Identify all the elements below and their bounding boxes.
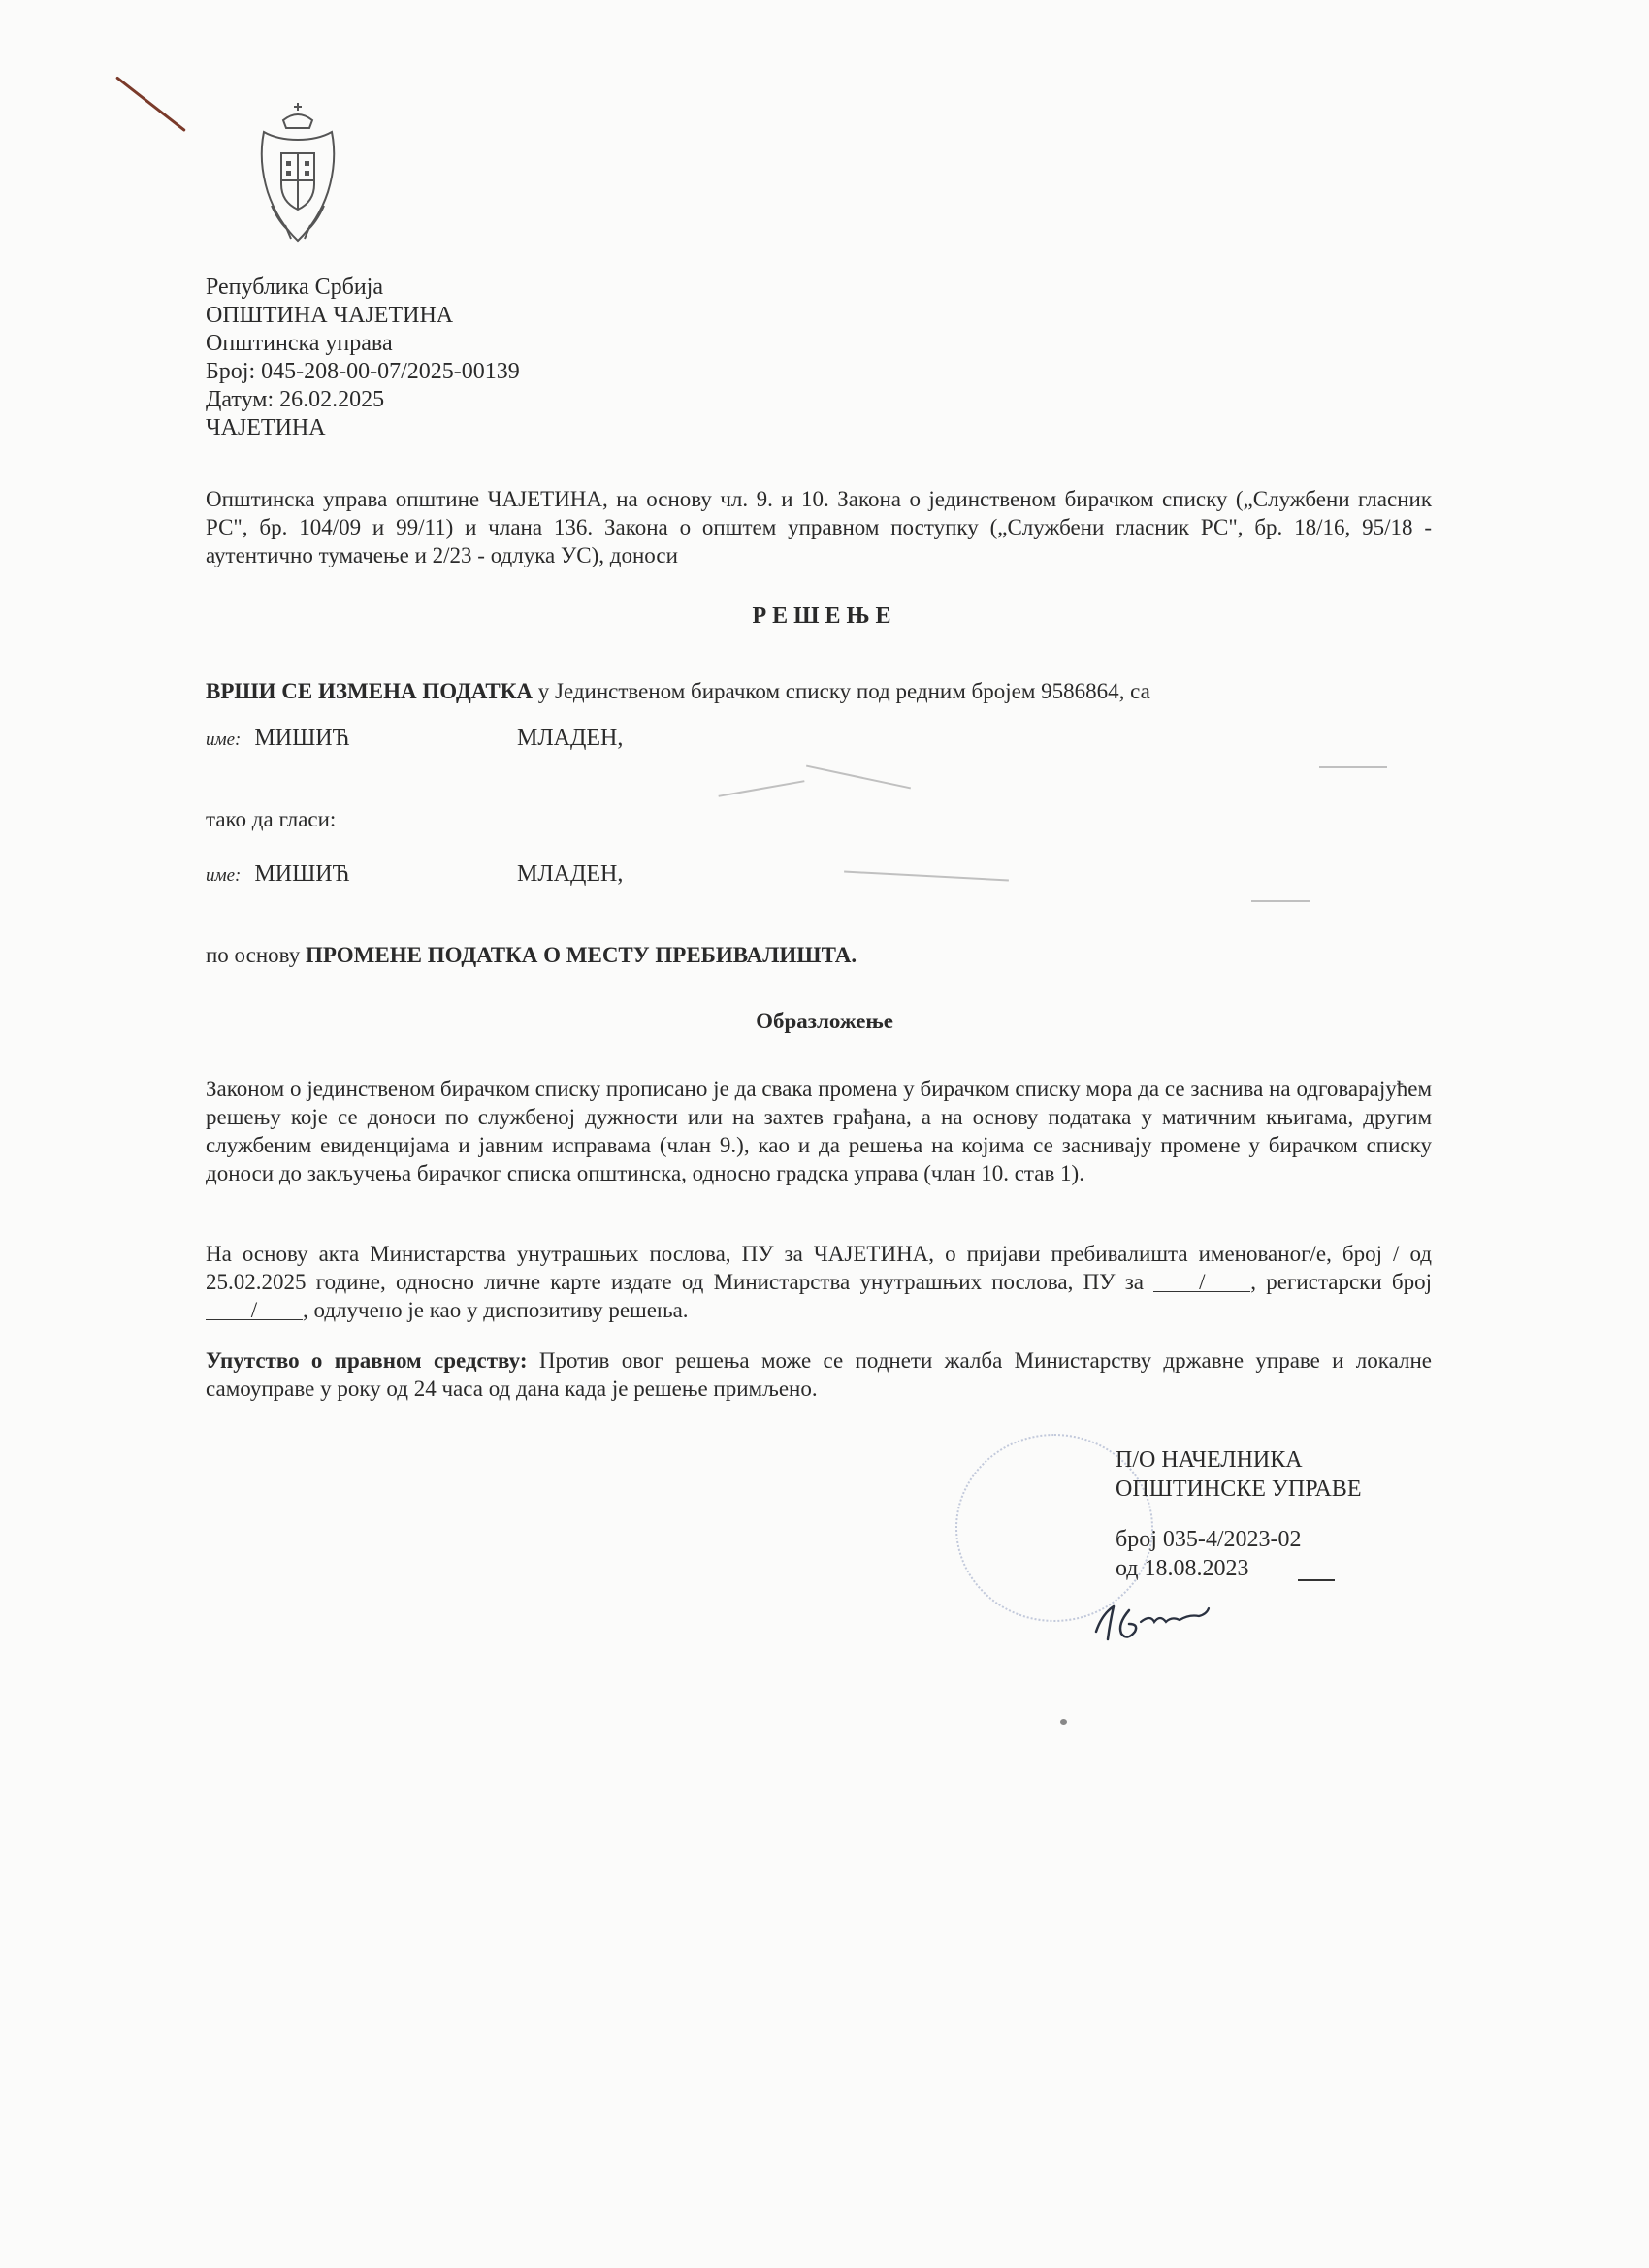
document-number: Број: 045-208-00-07/2025-00139 [206,359,520,384]
handwritten-signature [1084,1593,1278,1651]
police-station-blank: / [1153,1274,1250,1292]
redacted-area-before [645,723,1411,781]
legal-remedy-text: Против овог решења може се поднети жалба Министарству државне управе и локалне самоуправе у року од 24 часа од дана када је решење примљено. [206,1348,1432,1401]
decision-title: РЕШЕЊЕ [752,603,897,629]
record-after-name: МЛАДЕН, [517,861,624,887]
document-header [206,274,520,442]
intro-paragraph: Општинска управа општине ЧАЈЕТИНА, на основу чл. 9. и 10. Закона о јединственом бирачком списку („Службени гласник РС", бр. 104/09 и 99/11) и члана 136. Закона о општем управном поступку („Службени гласник РС", бр. 18/16, 95/18 - аутентично тумачење и 2/23 - одлука УС), доноси [206,487,1432,567]
authorization-number: број 035-4/2023-02 [1116,1527,1302,1552]
legal-remedy-paragraph [206,1346,1432,1403]
change-statement-rest: у Јединственом бирачком списку под редним бројем 9586864, са [533,679,1150,703]
record-before-name: МЛАДЕН, [517,726,624,751]
redaction-residue [719,780,805,797]
signature-title-1: П/О НАЧЕЛНИКА [1116,1447,1303,1473]
serbian-coat-of-arms-icon [254,99,341,250]
record-after-surname: МИШИЋ [254,861,350,887]
reasoning-paragraph-2 [206,1240,1432,1324]
reasoning-2-mid: , регистарски број [1250,1270,1433,1294]
change-statement [206,679,1150,704]
basis-prefix: по основу [206,943,306,967]
record-after-label: име: [206,865,242,886]
record-before-surname: МИШИЋ [254,726,350,751]
record-after [206,861,349,888]
scan-speck [1060,1719,1067,1725]
record-before-label: име: [206,729,242,750]
signature-title-2: ОПШТИНСКЕ УПРАВЕ [1116,1476,1362,1502]
pen-scratch-mark [115,76,186,132]
record-before [206,726,349,752]
basis-line [206,943,857,968]
city-name: ЧАЈЕТИНА [206,415,326,440]
country-name: Република Србија [206,275,383,300]
redacted-area-after [650,858,1426,914]
change-statement-bold: ВРШИ СЕ ИЗМЕНА ПОДАТКА [206,679,533,703]
municipality-name: ОПШТИНА ЧАЈЕТИНА [206,303,454,328]
authorization-date: од 18.08.2023 [1116,1556,1249,1581]
signature-block [1116,1445,1361,1583]
reasoning-paragraph-1: Законом о јединственом бирачком списку прописано је да свака промена у бирачком списку мора да се заснива на одговарајућем решењу које се доноси по службеној дужности или на захтев грађана, а на основу података у матичним књигама, другим службеним евиденцијама и јавним исправама (члан 9.), као и да решења на којима се заснивају промене у бирачком списку доноси до закључења бирачког списка општинска, односно градска управа (члан 10. став 1). [206,1077,1432,1185]
reasoning-title: Образложење [756,1009,893,1033]
reasoning-2-text: На основу акта Министарства унутрашњих послова, ПУ за ЧАЈЕТИНА, о пријави пребивалишта именованог/е, број / од 25.02.2025 године, односно личне карте издате од Министарства унутрашњих послова, ПУ за [206,1242,1432,1294]
reasoning-2-end: , одлучено је као у диспозитиву решења. [303,1298,689,1322]
document-date: Датум: 26.02.2025 [206,387,385,412]
legal-remedy-bold: Упутство о правном средству: [206,1348,528,1373]
redaction-residue [1251,900,1310,902]
redaction-residue [1319,766,1387,768]
signature-dash [1298,1579,1335,1581]
administration-name: Општинска управа [206,331,393,356]
registry-number-blank: / [206,1302,303,1320]
so-that-line: тако да гласи: [206,807,337,831]
basis-bold: ПРОМЕНЕ ПОДАТКА О МЕСТУ ПРЕБИВАЛИШТА. [305,943,857,967]
